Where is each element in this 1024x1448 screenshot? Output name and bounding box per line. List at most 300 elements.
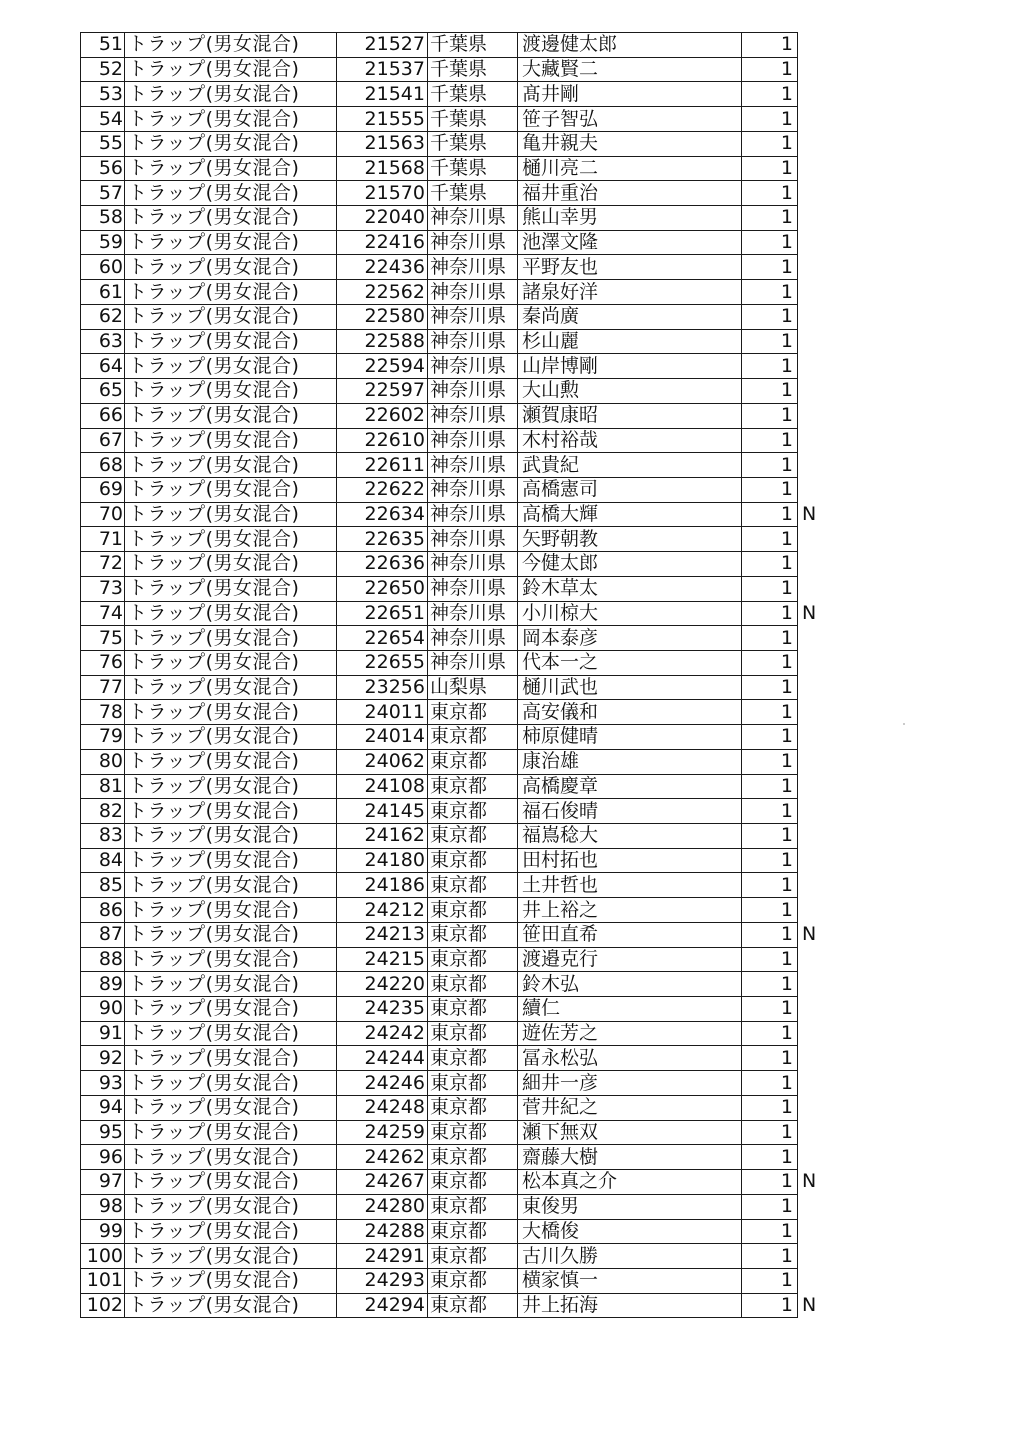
event-cell: トラップ(男女混合) (125, 107, 337, 132)
event-cell: トラップ(男女混合) (125, 33, 337, 58)
member-id-cell: 22622 (337, 477, 428, 502)
table-row (81, 873, 818, 898)
prefecture-cell: 東京都 (428, 749, 518, 774)
member-id-cell: 22436 (337, 255, 428, 280)
member-id-cell: 21568 (337, 156, 428, 181)
row-number-cell: 59 (81, 230, 125, 255)
prefecture-cell: 東京都 (428, 1194, 518, 1219)
member-id-cell: 22580 (337, 304, 428, 329)
prefecture-cell: 東京都 (428, 873, 518, 898)
name-cell: 笹子智弘 (518, 107, 742, 132)
count-cell: 1 (742, 725, 798, 750)
mark-cell (798, 1046, 818, 1071)
prefecture-cell: 東京都 (428, 1268, 518, 1293)
row-number-cell: 94 (81, 1095, 125, 1120)
name-cell: 秦尚廣 (518, 304, 742, 329)
name-cell: 鈴木弘 (518, 972, 742, 997)
row-number-cell: 84 (81, 848, 125, 873)
entry-list-body (81, 33, 818, 1318)
member-id-cell: 24011 (337, 700, 428, 725)
row-number-cell: 83 (81, 824, 125, 849)
row-number-cell: 54 (81, 107, 125, 132)
mark-cell (798, 131, 818, 156)
name-cell: 今健太郎 (518, 552, 742, 577)
mark-cell (798, 107, 818, 132)
event-cell: トラップ(男女混合) (125, 650, 337, 675)
name-cell: 齋藤大樹 (518, 1145, 742, 1170)
table-row (81, 33, 818, 58)
row-number-cell: 65 (81, 379, 125, 404)
table-row (81, 552, 818, 577)
name-cell: 池澤文隆 (518, 230, 742, 255)
mark-cell (798, 329, 818, 354)
mark-cell (798, 848, 818, 873)
event-cell: トラップ(男女混合) (125, 774, 337, 799)
mark-cell (798, 428, 818, 453)
count-cell: 1 (742, 824, 798, 849)
table-row (81, 848, 818, 873)
prefecture-cell: 東京都 (428, 799, 518, 824)
member-id-cell: 24291 (337, 1244, 428, 1269)
member-id-cell: 24259 (337, 1120, 428, 1145)
count-cell: 1 (742, 82, 798, 107)
name-cell: 福石俊晴 (518, 799, 742, 824)
prefecture-cell: 東京都 (428, 997, 518, 1022)
table-row (81, 1244, 818, 1269)
member-id-cell: 22562 (337, 280, 428, 305)
event-cell: トラップ(男女混合) (125, 675, 337, 700)
member-id-cell: 22636 (337, 552, 428, 577)
event-cell: トラップ(男女混合) (125, 131, 337, 156)
count-cell: 1 (742, 329, 798, 354)
count-cell: 1 (742, 873, 798, 898)
mark-cell (798, 33, 818, 58)
count-cell: 1 (742, 453, 798, 478)
member-id-cell: 24294 (337, 1293, 428, 1318)
prefecture-cell: 神奈川県 (428, 428, 518, 453)
count-cell: 1 (742, 774, 798, 799)
name-cell: 井上裕之 (518, 898, 742, 923)
row-number-cell: 95 (81, 1120, 125, 1145)
count-cell: 1 (742, 33, 798, 58)
prefecture-cell: 東京都 (428, 947, 518, 972)
name-cell: 平野友也 (518, 255, 742, 280)
row-number-cell: 77 (81, 675, 125, 700)
mark-cell (798, 749, 818, 774)
count-cell: 1 (742, 675, 798, 700)
row-number-cell: 75 (81, 626, 125, 651)
row-number-cell: 102 (81, 1293, 125, 1318)
name-cell: 田村拓也 (518, 848, 742, 873)
prefecture-cell: 東京都 (428, 1219, 518, 1244)
count-cell: 1 (742, 57, 798, 82)
count-cell: 1 (742, 848, 798, 873)
mark-cell (798, 576, 818, 601)
count-cell: 1 (742, 601, 798, 626)
count-cell: 1 (742, 354, 798, 379)
table-row (81, 1293, 818, 1318)
count-cell: 1 (742, 552, 798, 577)
event-cell: トラップ(男女混合) (125, 82, 337, 107)
prefecture-cell: 東京都 (428, 824, 518, 849)
event-cell: トラップ(男女混合) (125, 576, 337, 601)
event-cell: トラップ(男女混合) (125, 1194, 337, 1219)
count-cell: 1 (742, 749, 798, 774)
count-cell: 1 (742, 230, 798, 255)
row-number-cell: 53 (81, 82, 125, 107)
table-row (81, 82, 818, 107)
table-row (81, 453, 818, 478)
prefecture-cell: 東京都 (428, 1095, 518, 1120)
member-id-cell: 22655 (337, 650, 428, 675)
event-cell: トラップ(男女混合) (125, 1046, 337, 1071)
mark-cell (798, 304, 818, 329)
mark-cell (798, 527, 818, 552)
member-id-cell: 24014 (337, 725, 428, 750)
table-row (81, 1194, 818, 1219)
member-id-cell: 24262 (337, 1145, 428, 1170)
event-cell: トラップ(男女混合) (125, 1244, 337, 1269)
count-cell: 1 (742, 1194, 798, 1219)
row-number-cell: 98 (81, 1194, 125, 1219)
prefecture-cell: 東京都 (428, 1120, 518, 1145)
name-cell: 小川椋大 (518, 601, 742, 626)
row-number-cell: 72 (81, 552, 125, 577)
row-number-cell: 76 (81, 650, 125, 675)
prefecture-cell: 神奈川県 (428, 403, 518, 428)
table-row (81, 527, 818, 552)
mark-cell (798, 206, 818, 231)
count-cell: 1 (742, 280, 798, 305)
mark-cell (798, 824, 818, 849)
name-cell: 福嶌稔大 (518, 824, 742, 849)
member-id-cell: 21541 (337, 82, 428, 107)
table-row (81, 700, 818, 725)
name-cell: 柿原健晴 (518, 725, 742, 750)
mark-cell (798, 626, 818, 651)
prefecture-cell: 神奈川県 (428, 626, 518, 651)
mark-cell (798, 725, 818, 750)
event-cell: トラップ(男女混合) (125, 799, 337, 824)
prefecture-cell: 東京都 (428, 774, 518, 799)
mark-cell (798, 1219, 818, 1244)
table-row (81, 1268, 818, 1293)
name-cell: 高橋憲司 (518, 477, 742, 502)
count-cell: 1 (742, 898, 798, 923)
event-cell: トラップ(男女混合) (125, 749, 337, 774)
name-cell: 古川久勝 (518, 1244, 742, 1269)
table-row (81, 972, 818, 997)
name-cell: 山岸博剛 (518, 354, 742, 379)
table-row (81, 379, 818, 404)
count-cell: 1 (742, 403, 798, 428)
row-number-cell: 69 (81, 477, 125, 502)
count-cell: 1 (742, 107, 798, 132)
count-cell: 1 (742, 947, 798, 972)
event-cell: トラップ(男女混合) (125, 601, 337, 626)
mark-cell (798, 675, 818, 700)
name-cell: 福井重治 (518, 181, 742, 206)
count-cell: 1 (742, 477, 798, 502)
row-number-cell: 52 (81, 57, 125, 82)
table-row (81, 255, 818, 280)
name-cell: 岡本泰彦 (518, 626, 742, 651)
mark-cell (798, 1120, 818, 1145)
count-cell: 1 (742, 1120, 798, 1145)
member-id-cell: 23256 (337, 675, 428, 700)
member-id-cell: 22040 (337, 206, 428, 231)
prefecture-cell: 神奈川県 (428, 255, 518, 280)
count-cell: 1 (742, 1170, 798, 1195)
event-cell: トラップ(男女混合) (125, 453, 337, 478)
event-cell: トラップ(男女混合) (125, 181, 337, 206)
member-id-cell: 24220 (337, 972, 428, 997)
name-cell: 代本一之 (518, 650, 742, 675)
name-cell: 續仁 (518, 997, 742, 1022)
table-row (81, 304, 818, 329)
row-number-cell: 64 (81, 354, 125, 379)
row-number-cell: 91 (81, 1021, 125, 1046)
member-id-cell: 24186 (337, 873, 428, 898)
prefecture-cell: 東京都 (428, 922, 518, 947)
prefecture-cell: 千葉県 (428, 156, 518, 181)
event-cell: トラップ(男女混合) (125, 1145, 337, 1170)
row-number-cell: 81 (81, 774, 125, 799)
count-cell: 1 (742, 576, 798, 601)
prefecture-cell: 東京都 (428, 1244, 518, 1269)
member-id-cell: 24267 (337, 1170, 428, 1195)
row-number-cell: 97 (81, 1170, 125, 1195)
name-cell: 大藏賢二 (518, 57, 742, 82)
mark-cell (798, 156, 818, 181)
count-cell: 1 (742, 428, 798, 453)
count-cell: 1 (742, 626, 798, 651)
name-cell: 大橋俊 (518, 1219, 742, 1244)
table-row (81, 1219, 818, 1244)
mark-cell (798, 1268, 818, 1293)
event-cell: トラップ(男女混合) (125, 824, 337, 849)
prefecture-cell: 千葉県 (428, 181, 518, 206)
table-row (81, 1046, 818, 1071)
name-cell: 杉山麗 (518, 329, 742, 354)
table-row (81, 650, 818, 675)
prefecture-cell: 千葉県 (428, 107, 518, 132)
mark-cell (798, 650, 818, 675)
prefecture-cell: 神奈川県 (428, 453, 518, 478)
prefecture-cell: 東京都 (428, 700, 518, 725)
table-row (81, 354, 818, 379)
member-id-cell: 24213 (337, 922, 428, 947)
mark-cell (798, 1095, 818, 1120)
event-cell: トラップ(男女混合) (125, 873, 337, 898)
row-number-cell: 100 (81, 1244, 125, 1269)
name-cell: 康治雄 (518, 749, 742, 774)
name-cell: 武貴紀 (518, 453, 742, 478)
table-row (81, 107, 818, 132)
mark-cell: N (802, 503, 817, 526)
mark-cell (798, 947, 818, 972)
row-number-cell: 73 (81, 576, 125, 601)
table-row (81, 898, 818, 923)
entry-list-table (80, 32, 818, 1318)
mark-cell (798, 280, 818, 305)
prefecture-cell: 神奈川県 (428, 329, 518, 354)
row-number-cell: 66 (81, 403, 125, 428)
member-id-cell: 22651 (337, 601, 428, 626)
event-cell: トラップ(男女混合) (125, 304, 337, 329)
name-cell: 鈴木草太 (518, 576, 742, 601)
member-id-cell: 24235 (337, 997, 428, 1022)
member-id-cell: 24280 (337, 1194, 428, 1219)
member-id-cell: 24145 (337, 799, 428, 824)
member-id-cell: 22610 (337, 428, 428, 453)
name-cell: 亀井親夫 (518, 131, 742, 156)
member-id-cell: 21570 (337, 181, 428, 206)
row-number-cell: 55 (81, 131, 125, 156)
mark-cell (798, 82, 818, 107)
prefecture-cell: 千葉県 (428, 33, 518, 58)
row-number-cell: 70 (81, 502, 125, 527)
event-cell: トラップ(男女混合) (125, 1095, 337, 1120)
member-id-cell: 24215 (337, 947, 428, 972)
row-number-cell: 61 (81, 280, 125, 305)
name-cell: 渡邊健太郎 (518, 33, 742, 58)
row-number-cell: 57 (81, 181, 125, 206)
member-id-cell: 24212 (337, 898, 428, 923)
member-id-cell: 22597 (337, 379, 428, 404)
table-row (81, 1120, 818, 1145)
name-cell: 笹田直希 (518, 922, 742, 947)
mark-cell (798, 774, 818, 799)
mark-cell (798, 898, 818, 923)
member-id-cell: 22611 (337, 453, 428, 478)
row-number-cell: 88 (81, 947, 125, 972)
row-number-cell: 60 (81, 255, 125, 280)
event-cell: トラップ(男女混合) (125, 156, 337, 181)
count-cell: 1 (742, 1219, 798, 1244)
member-id-cell: 24180 (337, 848, 428, 873)
row-number-cell: 71 (81, 527, 125, 552)
event-cell: トラップ(男女混合) (125, 626, 337, 651)
count-cell: 1 (742, 1095, 798, 1120)
mark-cell (798, 997, 818, 1022)
mark-cell (798, 57, 818, 82)
event-cell: トラップ(男女混合) (125, 329, 337, 354)
event-cell: トラップ(男女混合) (125, 848, 337, 873)
table-row (81, 774, 818, 799)
name-cell: 髙井剛 (518, 82, 742, 107)
member-id-cell: 22594 (337, 354, 428, 379)
table-row (81, 477, 818, 502)
name-cell: 諸泉好洋 (518, 280, 742, 305)
prefecture-cell: 神奈川県 (428, 230, 518, 255)
mark-cell (798, 1244, 818, 1269)
count-cell: 1 (742, 1046, 798, 1071)
row-number-cell: 89 (81, 972, 125, 997)
table-row (81, 156, 818, 181)
prefecture-cell: 東京都 (428, 898, 518, 923)
member-id-cell: 24246 (337, 1071, 428, 1096)
prefecture-cell: 千葉県 (428, 82, 518, 107)
event-cell: トラップ(男女混合) (125, 527, 337, 552)
table-row (81, 329, 818, 354)
table-row (81, 181, 818, 206)
table-row (81, 1145, 818, 1170)
count-cell: 1 (742, 156, 798, 181)
table-row (81, 428, 818, 453)
mark-cell (798, 453, 818, 478)
prefecture-cell: 神奈川県 (428, 650, 518, 675)
name-cell: 高橋大輝 (518, 502, 742, 527)
event-cell: トラップ(男女混合) (125, 206, 337, 231)
event-cell: トラップ(男女混合) (125, 947, 337, 972)
table-row (81, 280, 818, 305)
member-id-cell: 24293 (337, 1268, 428, 1293)
prefecture-cell: 東京都 (428, 725, 518, 750)
name-cell: 熊山幸男 (518, 206, 742, 231)
table-row (81, 626, 818, 651)
member-id-cell: 21563 (337, 131, 428, 156)
prefecture-cell: 神奈川県 (428, 527, 518, 552)
event-cell: トラップ(男女混合) (125, 997, 337, 1022)
member-id-cell: 21555 (337, 107, 428, 132)
mark-cell: N (802, 1170, 817, 1193)
table-row (81, 502, 818, 527)
table-row (81, 601, 818, 626)
count-cell: 1 (742, 181, 798, 206)
count-cell: 1 (742, 1071, 798, 1096)
prefecture-cell: 東京都 (428, 1021, 518, 1046)
table-row (81, 922, 818, 947)
event-cell: トラップ(男女混合) (125, 230, 337, 255)
event-cell: トラップ(男女混合) (125, 280, 337, 305)
prefecture-cell: 神奈川県 (428, 601, 518, 626)
table-row (81, 1021, 818, 1046)
event-cell: トラップ(男女混合) (125, 354, 337, 379)
name-cell: 矢野朝教 (518, 527, 742, 552)
count-cell: 1 (742, 527, 798, 552)
table-row (81, 1071, 818, 1096)
name-cell: 高安儀和 (518, 700, 742, 725)
name-cell: 大山勲 (518, 379, 742, 404)
row-number-cell: 68 (81, 453, 125, 478)
count-cell: 1 (742, 1145, 798, 1170)
table-row (81, 947, 818, 972)
count-cell: 1 (742, 700, 798, 725)
event-cell: トラップ(男女混合) (125, 972, 337, 997)
name-cell: 土井哲也 (518, 873, 742, 898)
name-cell: 東俊男 (518, 1194, 742, 1219)
count-cell: 1 (742, 131, 798, 156)
count-cell: 1 (742, 997, 798, 1022)
mark-cell: N (802, 601, 817, 624)
mark-cell (798, 181, 818, 206)
count-cell: 1 (742, 206, 798, 231)
event-cell: トラップ(男女混合) (125, 1293, 337, 1318)
member-id-cell: 22602 (337, 403, 428, 428)
name-cell: 冨永松弘 (518, 1046, 742, 1071)
event-cell: トラップ(男女混合) (125, 477, 337, 502)
prefecture-cell: 神奈川県 (428, 379, 518, 404)
mark-cell: N (802, 1294, 817, 1317)
table-row (81, 576, 818, 601)
mark-cell (798, 1145, 818, 1170)
row-number-cell: 56 (81, 156, 125, 181)
event-cell: トラップ(男女混合) (125, 922, 337, 947)
prefecture-cell: 神奈川県 (428, 477, 518, 502)
name-cell: 菅井紀之 (518, 1095, 742, 1120)
mark-cell (798, 255, 818, 280)
